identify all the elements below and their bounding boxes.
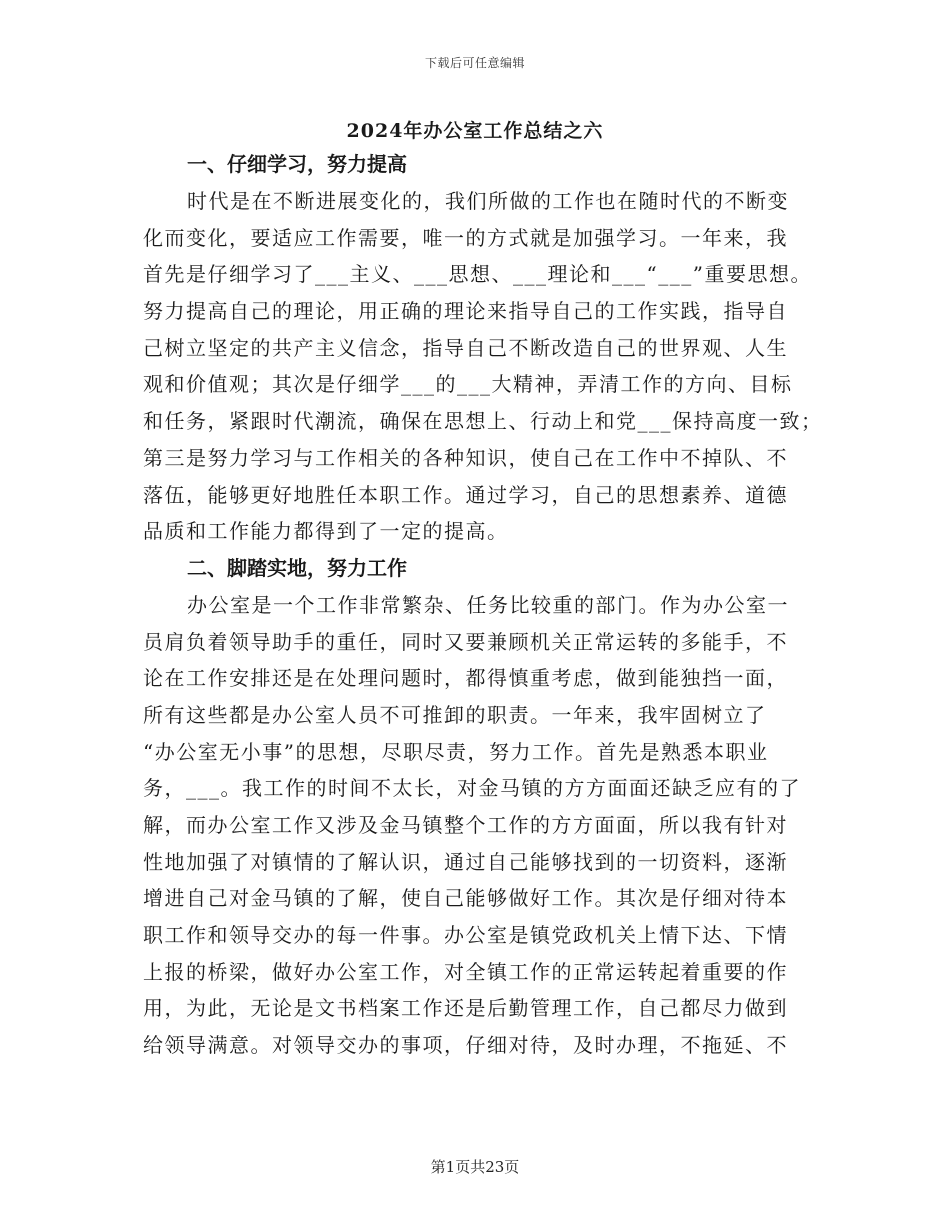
paragraph-line: 观和价值观；其次是仔细学___的___大精神，弄清工作的方向、目标 (143, 372, 793, 397)
paragraph-line: 务，___。我工作的时间不太长，对金马镇的方方面面还缺乏应有的了 (143, 776, 801, 801)
paragraph-line: 上报的桥梁，做好办公室工作，对全镇工作的正常运转起着重要的作 (143, 959, 788, 984)
paragraph-line: 所有这些都是办公室人员不可推卸的职责。一年来，我牢固树立了 (143, 702, 767, 727)
page-number-footer: 第1页共23页 (430, 1158, 520, 1176)
section-heading: 一、仔细学习，努力提高 (187, 152, 407, 176)
paragraph-line: 己树立坚定的共产主义信念，指导自己不断改造自己的世界观、人生 (143, 335, 788, 360)
paragraph-line: 给领导满意。对领导交办的事项，仔细对待，及时办理，不拖延、不 (143, 1033, 788, 1058)
header-note: 下载后可任意编辑 (424, 56, 525, 70)
document-body (143, 146, 823, 1064)
document-title: 2024年办公室工作总结之六 (346, 120, 604, 142)
paragraph-line: “办公室无小事”的思想，尽职尽责，努力工作。首先是熟悉本职业 (143, 739, 769, 764)
paragraph-line: 解，而办公室工作又涉及金马镇整个工作的方方面面，所以我有针对 (143, 813, 788, 837)
paragraph-line: 首先是仔细学习了___主义、___思想、___理论和___“___”重要思想。 (143, 262, 812, 287)
paragraph-line: 员肩负着领导助手的重任，同时又要兼顾机关正常运转的多能手，不 (143, 629, 788, 654)
paragraph-line: 第三是努力学习与工作相关的各种知识，使自己在工作中不掉队、不 (143, 445, 788, 470)
paragraph-line: 用，为此，无论是文书档案工作还是后勤管理工作，自己都尽力做到 (143, 996, 788, 1021)
paragraph-line: 性地加强了对镇情的了解认识，通过自己能够找到的一切资料，逐渐 (143, 849, 788, 874)
paragraph-line: 职工作和领导交办的每一件事。办公室是镇党政机关上情下达、下情 (143, 923, 788, 948)
paragraph-line: 化而变化，要适应工作需要，唯一的方式就是加强学习。一年来，我 (143, 225, 788, 250)
section-heading: 二、脚踏实地，努力工作 (187, 555, 407, 580)
paragraph-line: 落伍，能够更好地胜任本职工作。通过学习，自己的思想素养、道德 (143, 482, 788, 507)
paragraph-line: 论在工作安排还是在处理问题时，都得慎重考虑，做到能独挡一面， (143, 666, 788, 691)
paragraph-line: 和任务，紧跟时代潮流，确保在思想上、行动上和党___保持高度一致； (143, 409, 823, 434)
paragraph-line: 时代是在不断进展变化的，我们所做的工作也在随时代的不断变 (187, 189, 789, 213)
paragraph-line: 品质和工作能力都得到了一定的提高。 (143, 519, 509, 544)
paragraph-line: 努力提高自己的理论，用正确的理论来指导自己的工作实践，指导自 (143, 299, 788, 324)
paragraph-line: 办公室是一个工作非常繁杂、任务比较重的部门。作为办公室一 (187, 592, 789, 617)
paragraph-line: 增进自己对金马镇的了解，使自己能够做好工作。其次是仔细对待本 (143, 886, 788, 911)
